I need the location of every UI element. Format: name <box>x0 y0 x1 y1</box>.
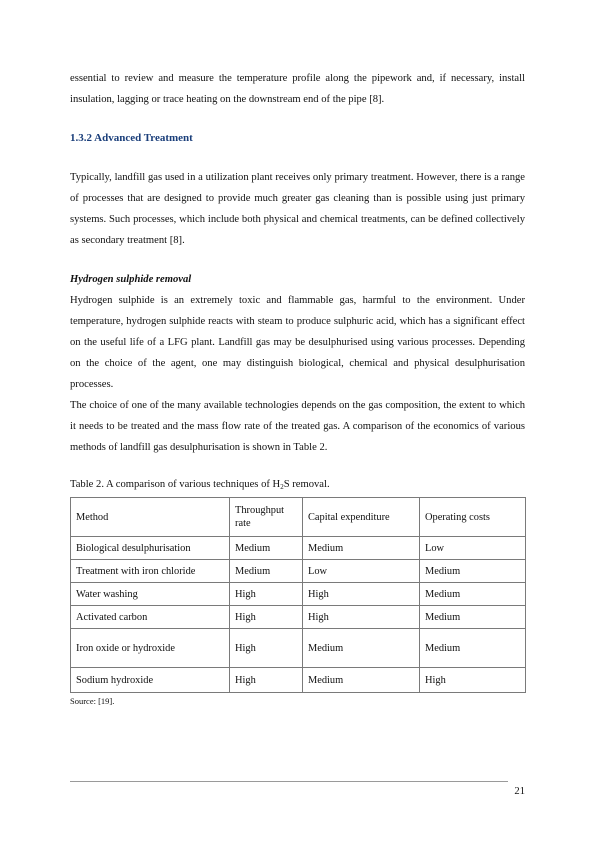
table-cell: Low <box>420 537 526 560</box>
page-content <box>70 68 525 707</box>
header-method: Method <box>71 498 230 537</box>
header-throughput: Throughput rate <box>230 498 303 537</box>
table-cell: Iron oxide or hydroxide <box>71 629 230 668</box>
subsection-heading: Hydrogen sulphide removal <box>70 274 192 285</box>
table-row <box>71 668 526 693</box>
table-cell: Medium <box>420 560 526 583</box>
table-cell: High <box>303 583 420 606</box>
table-header-row <box>71 498 526 537</box>
footer-divider <box>70 781 508 782</box>
table-cell: Activated carbon <box>71 606 230 629</box>
table-cell: High <box>230 606 303 629</box>
table-cell: High <box>230 668 303 693</box>
table-cell: Medium <box>230 560 303 583</box>
table-cell: High <box>230 629 303 668</box>
table-cell: Sodium hydroxide <box>71 668 230 693</box>
header-capex: Capital expenditure <box>303 498 420 537</box>
table-cell: Water washing <box>71 583 230 606</box>
table-cell: Medium <box>420 583 526 606</box>
table-caption: Table 2. A comparison of various techniques of $H_2S$ removal. <box>70 479 330 491</box>
table-cell: Biological desulphurisation <box>71 537 230 560</box>
table-row <box>71 606 526 629</box>
table-row <box>71 583 526 606</box>
table-row <box>71 560 526 583</box>
table-cell: Medium <box>303 537 420 560</box>
header-opex: Operating costs <box>420 498 526 537</box>
table-cell: Medium <box>230 537 303 560</box>
table-row <box>71 629 526 668</box>
h2s-paragraph-1: Hydrogen sulphide is an extremely toxic and flammable gas, harmful to the environment. Under temperature, hydrogen sulphide reacts with steam to produce sulphuric acid, which has a significant effect on the useful life of a LFG plant. Landfill gas may be desulphurised using various processes. Depending on the choice of the agent, one may distinguish biological, chemical and physical desulphurisation processes. <box>70 295 525 390</box>
table-cell: High <box>420 668 526 693</box>
table-cell: Medium <box>303 668 420 693</box>
table-cell: Treatment with iron chloride <box>71 560 230 583</box>
page-number: 21 <box>514 786 525 797</box>
table-row <box>71 537 526 560</box>
advanced-treatment-paragraph: Typically, landfill gas used in a utilization plant receives only primary treatment. However, there is a range of processes that are designed to provide much greater gas cleaning than is possible using just primary systems. Such processes, which include both physical and chemical treatments, can be defined collectively as secondary treatment [8]. <box>70 172 525 246</box>
table-source: Source: [19]. <box>70 696 115 706</box>
table-cell: Low <box>303 560 420 583</box>
table-cell: Medium <box>303 629 420 668</box>
table-cell: Medium <box>420 606 526 629</box>
h2s-paragraph-2: The choice of one of the many available technologies depends on the gas composition, the extent to which it needs to be treated and the mass flow rate of the treated gas. A comparison of the economics of various methods of landfill gas desulphurisation is shown in Table 2. <box>70 400 525 453</box>
intro-paragraph: essential to review and measure the temperature profile along the pipework and, if necessary, install insulation, lagging or trace heating on the downstream end of the pipe [8]. <box>70 73 525 105</box>
comparison-table <box>70 497 526 693</box>
section-heading: 1.3.2 Advanced Treatment <box>70 132 193 144</box>
table-cell: Medium <box>420 629 526 668</box>
table-cell: High <box>230 583 303 606</box>
table-cell: High <box>303 606 420 629</box>
